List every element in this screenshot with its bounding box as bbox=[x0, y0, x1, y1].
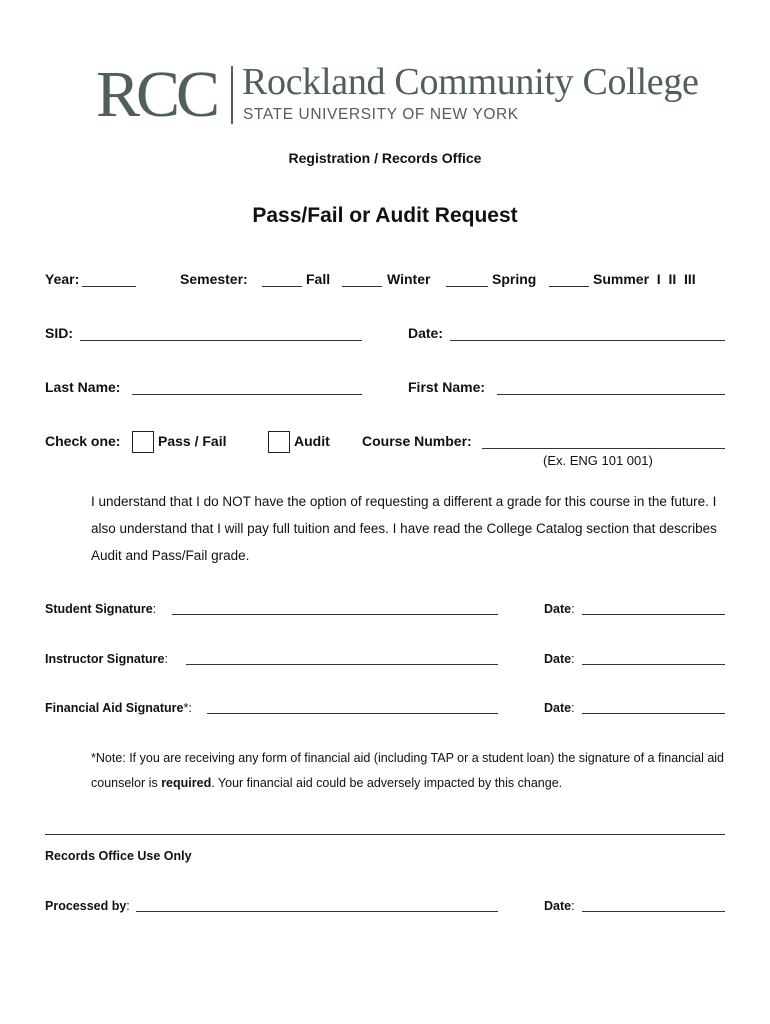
student-date-text: Date bbox=[544, 602, 572, 616]
spring-label: Spring bbox=[492, 271, 537, 287]
date-field[interactable] bbox=[450, 340, 725, 341]
sid-field[interactable] bbox=[80, 340, 362, 341]
financial-aid-signature-label: Financial Aid Signature*: bbox=[45, 701, 192, 715]
note-emphasis: required bbox=[161, 776, 212, 790]
financial-aid-asterisk: * bbox=[183, 701, 189, 715]
sid-label: SID: bbox=[45, 325, 73, 341]
pass-fail-checkbox[interactable] bbox=[132, 431, 154, 453]
processed-by-field[interactable] bbox=[136, 911, 498, 912]
financial-aid-date-label: Date: bbox=[544, 701, 575, 715]
instructor-date-text: Date bbox=[544, 652, 572, 666]
note-text-start: *Note: If you are receiving any form of financial aid (including TAP or a student loan) the signature of a financial aid counselor is bbox=[91, 751, 725, 790]
office-heading: Registration / Records Office bbox=[288, 150, 482, 166]
processed-by-text: Processed by bbox=[45, 899, 127, 913]
first-name-label: First Name: bbox=[408, 379, 486, 395]
pass-fail-label: Pass / Fail bbox=[158, 433, 227, 449]
financial-aid-signature-text: Financial Aid Signature bbox=[45, 701, 184, 715]
processed-date-text: Date bbox=[544, 899, 572, 913]
last-name-field[interactable] bbox=[132, 394, 362, 395]
processed-by-label: Processed by: bbox=[45, 899, 130, 913]
fall-blank[interactable] bbox=[262, 286, 302, 287]
processed-date-label: Date: bbox=[544, 899, 575, 913]
year-field[interactable] bbox=[82, 286, 136, 287]
winter-label: Winter bbox=[387, 271, 431, 287]
check-one-label: Check one: bbox=[45, 433, 121, 449]
form-title: Pass/Fail or Audit Request bbox=[252, 204, 518, 227]
financial-aid-signature-field[interactable] bbox=[207, 713, 498, 714]
student-date-label: Date: bbox=[544, 602, 575, 616]
last-name-label: Last Name: bbox=[45, 379, 121, 395]
audit-label: Audit bbox=[294, 433, 330, 449]
fall-label: Fall bbox=[306, 271, 331, 287]
instructor-date-label: Date: bbox=[544, 652, 575, 666]
logo-divider bbox=[231, 66, 233, 124]
student-signature-text: Student Signature bbox=[45, 602, 153, 616]
course-number-label: Course Number: bbox=[362, 433, 472, 449]
student-signature-label: Student Signature: bbox=[45, 602, 157, 616]
instructor-signature-field[interactable] bbox=[186, 664, 498, 665]
student-signature-field[interactable] bbox=[172, 614, 498, 615]
instructor-date-field[interactable] bbox=[582, 664, 725, 665]
logo-subtitle: STATE UNIVERSITY OF NEW YORK bbox=[243, 106, 519, 123]
financial-aid-date-text: Date bbox=[544, 701, 572, 715]
student-date-field[interactable] bbox=[582, 614, 725, 615]
summer-blank[interactable] bbox=[549, 286, 589, 287]
first-name-field[interactable] bbox=[497, 394, 725, 395]
winter-blank[interactable] bbox=[342, 286, 382, 287]
instructor-signature-text: Instructor Signature bbox=[45, 652, 165, 666]
spring-blank[interactable] bbox=[446, 286, 488, 287]
financial-aid-note bbox=[91, 746, 731, 796]
agreement-text: I understand that I do NOT have the option of requesting a different a grade for this course in the future. I also understand that I will pay full tuition and fees. I have read the College Catalog section that describes Audit and Pass/Fail grade. bbox=[91, 494, 717, 563]
processed-date-field[interactable] bbox=[582, 911, 725, 912]
office-use-heading: Records Office Use Only bbox=[45, 849, 192, 863]
semester-label: Semester: bbox=[180, 271, 248, 287]
note-text-end: . Your financial aid could be adversely impacted by this change. bbox=[211, 776, 563, 790]
financial-aid-date-field[interactable] bbox=[582, 713, 725, 714]
date-label: Date: bbox=[408, 325, 444, 341]
course-number-field[interactable] bbox=[482, 448, 725, 449]
summer-label: Summer I II III bbox=[593, 271, 696, 287]
audit-checkbox[interactable] bbox=[268, 431, 290, 453]
instructor-signature-label: Instructor Signature: bbox=[45, 652, 168, 666]
course-number-example: (Ex. ENG 101 001) bbox=[543, 453, 653, 468]
logo-college-name: Rockland Community College bbox=[242, 61, 699, 103]
year-label: Year: bbox=[45, 271, 80, 287]
logo-initials: RCC bbox=[96, 58, 217, 131]
office-use-divider bbox=[45, 834, 725, 835]
